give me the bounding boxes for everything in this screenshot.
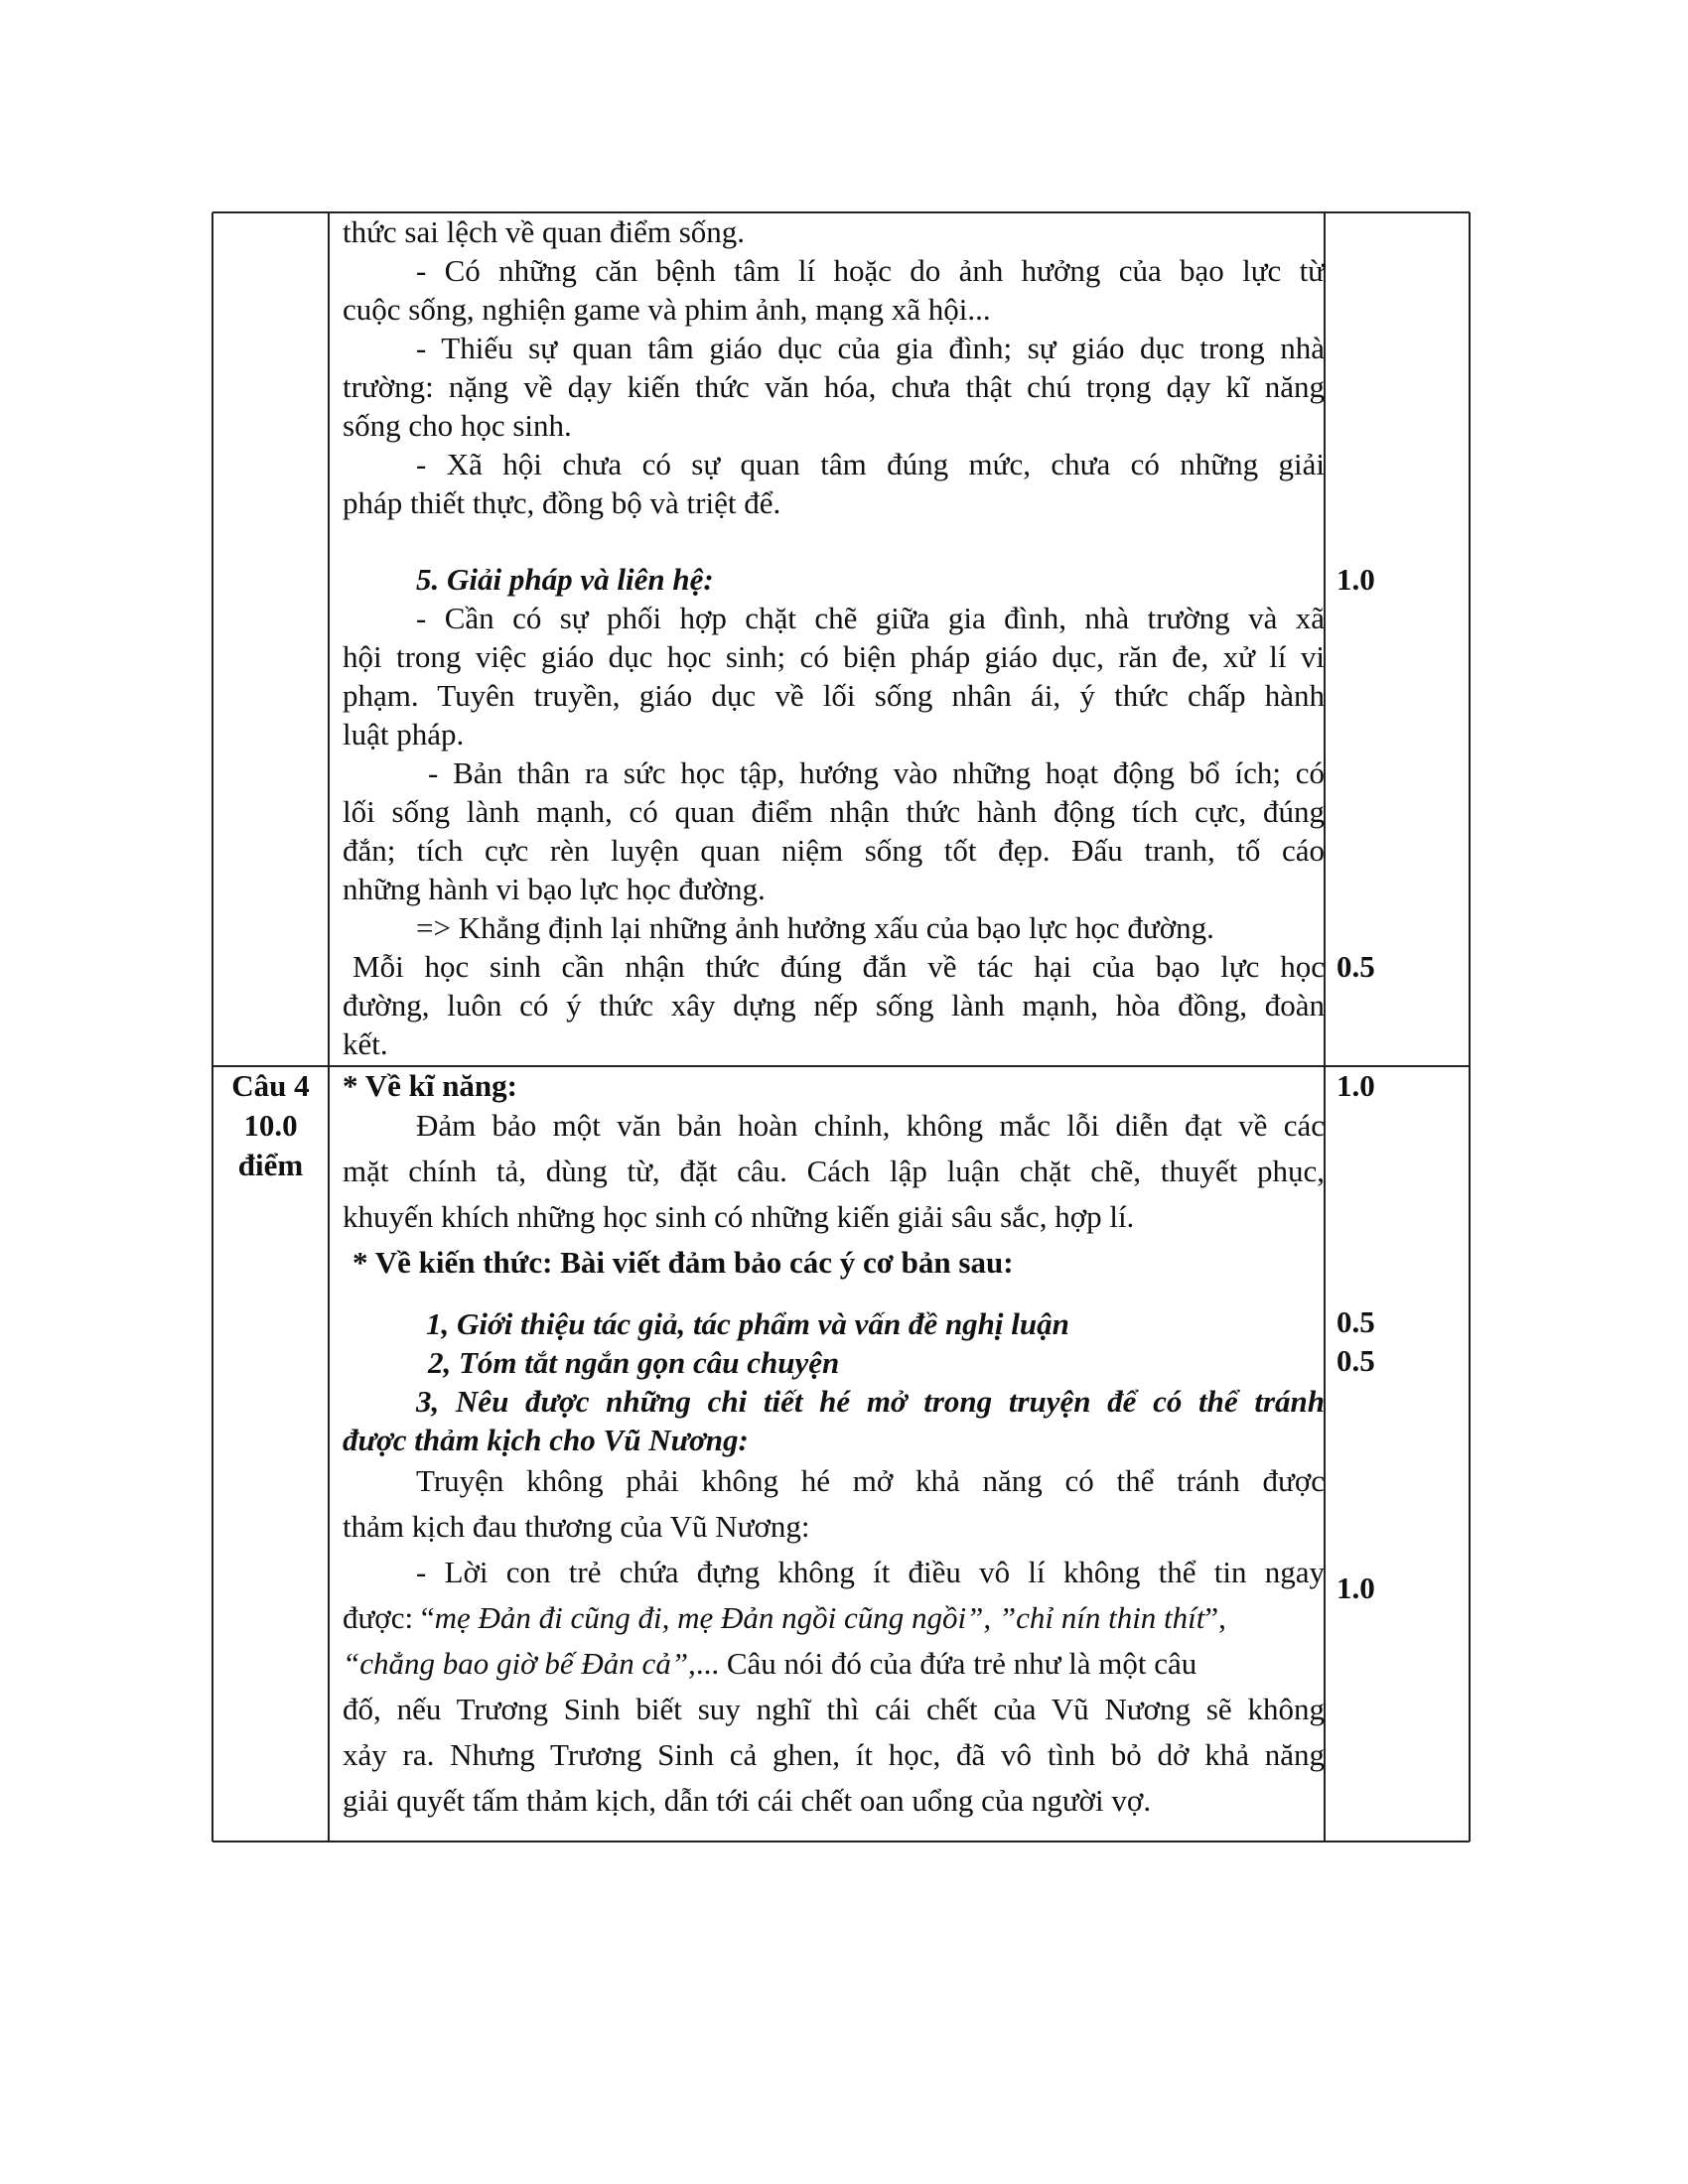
- text-line: những hành vi bạo lực học đường.: [343, 872, 766, 906]
- text-line: lối sống lành mạnh, có quan điểm nhận thức hành động tích cực, đúng: [343, 794, 1325, 829]
- row2-question-cell: [212, 1066, 329, 1842]
- text-line: kết.: [343, 1026, 388, 1061]
- text-line: hội trong việc giáo dục học sinh; có biện pháp giáo dục, răn đe, xử lí vi: [343, 639, 1325, 674]
- text-line: đố, nếu Trương Sinh biết suy nghĩ thì cái chết của Vũ Nương sẽ không: [343, 1692, 1325, 1726]
- score-value: 1.0: [1336, 1068, 1375, 1103]
- score-value: 0.5: [1336, 1343, 1375, 1378]
- section-heading: * Về kĩ năng:: [343, 1068, 517, 1103]
- row2-score-cell: [1325, 1066, 1470, 1842]
- outline-item: 2, Tóm tắt ngắn gọn câu chuyện: [428, 1345, 840, 1380]
- text-line: Truyện không phải không hé mở khả năng có thể tránh được: [416, 1463, 1325, 1498]
- row1-question-cell: [212, 212, 329, 1066]
- text-line: Đảm bảo một văn bản hoàn chỉnh, không mắc lỗi diễn đạt về các: [416, 1108, 1325, 1143]
- text-line: được: “mẹ Đản đi cũng đi, mẹ Đản ngồi cũng ngồi”, ”chỉ nín thin thít”,: [343, 1600, 1226, 1635]
- text-line: đắn; tích cực rèn luyện quan niệm sống tốt đẹp. Đấu tranh, tố cáo: [343, 833, 1325, 868]
- text-line: phạm. Tuyên truyền, giáo dục về lối sống nhân ái, ý thức chấp hành: [343, 678, 1325, 713]
- outline-item: được thảm kịch cho Vũ Nương:: [343, 1423, 749, 1457]
- section-heading: 5. Giải pháp và liên hệ:: [416, 562, 714, 597]
- text-line: pháp thiết thực, đồng bộ và triệt để.: [343, 485, 781, 520]
- score-value: 0.5: [1336, 949, 1375, 984]
- text-line: - Lời con trẻ chứa đựng không ít điều vô lí không thể tin ngay: [416, 1555, 1325, 1589]
- text-line: thức sai lệch về quan điểm sống.: [343, 214, 746, 249]
- score-value: 0.5: [1336, 1304, 1375, 1339]
- text-line: - Có những căn bệnh tâm lí hoặc do ảnh hưởng của bạo lực từ: [416, 253, 1325, 288]
- score-value: 1.0: [1336, 1570, 1375, 1605]
- text-line: “chẳng bao giờ bế Đản cả”,... Câu nói đó của đứa trẻ như là một câu: [343, 1646, 1197, 1681]
- row1-score-cell: [1325, 212, 1470, 1066]
- row1-content-cell: [329, 212, 1325, 1066]
- text-line: - Thiếu sự quan tâm giáo dục của gia đình; sự giáo dục trong nhà: [416, 331, 1325, 365]
- text-line: => Khẳng định lại những ảnh hưởng xấu của bạo lực học đường.: [416, 910, 1214, 945]
- outline-item: 1, Giới thiệu tác giả, tác phẩm và vấn đề nghị luận: [426, 1306, 1069, 1341]
- question-number: Câu 4: [231, 1068, 310, 1103]
- text-line: mặt chính tả, dùng từ, đặt câu. Cách lập luận chặt chẽ, thuyết phục,: [343, 1154, 1325, 1188]
- text-line: - Xã hội chưa có sự quan tâm đúng mức, chưa có những giải: [416, 447, 1325, 481]
- text-line: đường, luôn có ý thức xây dựng nếp sống lành mạnh, hòa đồng, đoàn: [343, 988, 1325, 1023]
- text-line: sống cho học sinh.: [343, 408, 572, 443]
- text-line: cuộc sống, nghiện game và phim ảnh, mạng xã hội...: [343, 292, 991, 327]
- text-line: luật pháp.: [343, 717, 465, 751]
- question-points-unit: điểm: [237, 1148, 304, 1182]
- text-line: giải quyết tấm thảm kịch, dẫn tới cái chết oan uổng của người vợ.: [343, 1783, 1152, 1818]
- score-value: 1.0: [1336, 562, 1375, 597]
- outline-item: 3, Nêu được những chi tiết hé mở trong truyện để có thể tránh: [416, 1384, 1325, 1419]
- section-heading: * Về kiến thức: Bài viết đảm bảo các ý cơ bản sau:: [352, 1245, 1014, 1280]
- text-line: xảy ra. Nhưng Trương Sinh cả ghen, ít học, đã vô tình bỏ dở khả năng: [343, 1737, 1325, 1772]
- text-line: trường: nặng về dạy kiến thức văn hóa, chưa thật chú trọng dạy kĩ năng: [343, 369, 1325, 404]
- question-points: 10.0: [243, 1108, 298, 1143]
- text-line: khuyến khích những học sinh có những kiến giải sâu sắc, hợp lí.: [343, 1199, 1135, 1234]
- row2-content-cell: [329, 1066, 1325, 1842]
- text-line: - Cần có sự phối hợp chặt chẽ giữa gia đình, nhà trường và xã: [416, 601, 1325, 635]
- text-line: - Bản thân ra sức học tập, hướng vào những hoạt động bổ ích; có: [428, 755, 1325, 790]
- text-line: thảm kịch đau thương của Vũ Nương:: [343, 1509, 810, 1544]
- text-line: Mỗi học sinh cần nhận thức đúng đắn về tác hại của bạo lực học: [352, 949, 1325, 984]
